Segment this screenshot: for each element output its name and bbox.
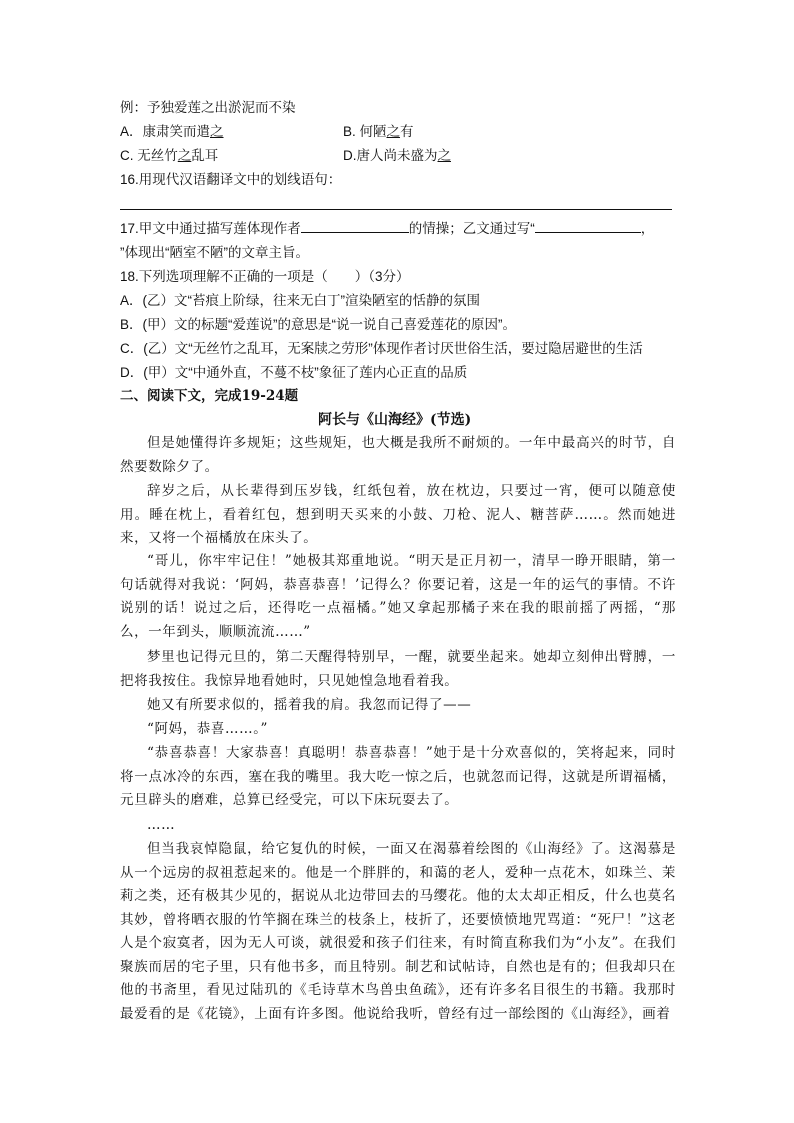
example-text: 予独爱莲之出淤泥而不染 xyxy=(147,100,296,115)
passage-paragraph: 梦里也记得元旦的，第二天醒得特别早，一醒，就要坐起来。她却立刻伸出臂膊，一把将我按住。我惊异地看她时，只见她惶急地看着我。 xyxy=(120,649,676,689)
question-17 xyxy=(120,218,654,239)
option-letter: D. xyxy=(343,148,357,163)
passage-paragraph: 辞岁之后，从长辈得到压岁钱，红纸包着，放在枕边，只要过一宵，便可以随意使用。睡在枕上，看着红包，想到明天买来的小鼓、刀枪、泥人、糖菩萨……。然而她进来，又将一个福橘放在床头了。 xyxy=(120,483,676,546)
q17-blank-1[interactable] xyxy=(301,218,409,233)
answer-line-16[interactable] xyxy=(120,209,672,210)
underlined-char: 之 xyxy=(437,148,451,163)
option-b-18: B．(甲）文的标题“爱莲说”的意思是“说一说自己喜爱莲花的原因”。 xyxy=(120,317,516,332)
passage-paragraph: “哥儿，你牢牢记住！”她极其郑重地说。“明天是正月初一，清早一睁开眼睛，第一句话就得对我说：‘阿妈，恭喜恭喜！’记得么？你要记着，这是一年的运气的事情。不许说别的话！说过之后，还得吃一点福橘。”她又拿起那橘子来在我的眼前摇了两摇，“那么，一年到头，顺顺流流……” xyxy=(120,553,676,640)
example-label: 例： xyxy=(120,100,147,115)
q17-text-b: 的情操；乙文通过写“ xyxy=(408,221,535,236)
passage-paragraph: “恭喜恭喜！大家恭喜！真聪明！恭喜恭喜！”她于是十分欢喜似的，笑将起来，同时将一点冰冷的东西，塞在我的嘴里。我大吃一惊之后，也就忽而记得，这就是所谓福橘，元旦辟头的磨难，总算已经受完，可以下床玩耍去了。 xyxy=(120,745,676,808)
question-18: 18.下列选项理解不正确的一项是（ ）（3分） xyxy=(120,269,410,284)
option-d-18: D．(甲）文“中通外直，不蔓不枝”象征了莲内心正直的品质 xyxy=(120,365,468,380)
option-d-15 xyxy=(343,146,451,166)
option-text: 何陋 xyxy=(359,124,387,139)
option-letter: C. xyxy=(120,148,138,163)
underlined-char: 之 xyxy=(210,124,224,139)
question-16: 16.用现代汉语翻译文中的划线语句： xyxy=(120,172,342,187)
option-letter: A． xyxy=(120,124,143,139)
underlined-char: 之 xyxy=(177,148,192,163)
section-heading: 二、阅读下文，完成19-24题 xyxy=(120,388,299,404)
passage-title: 阿长与《山海经》(节选) xyxy=(318,412,472,428)
option-c-18: C．(乙）文“无丝竹之乱耳，无案牍之劳形”体现作者讨厌世俗生活，要过隐居避世的生活 xyxy=(120,341,643,356)
underlined-char: 之 xyxy=(386,124,401,139)
option-b-15 xyxy=(343,122,414,142)
passage-ellipsis: …… xyxy=(147,817,176,833)
passage-paragraph: 但是她懂得许多规矩；这些规矩，也大概是我所不耐烦的。一年中最高兴的时节，自然要数除夕了。 xyxy=(120,435,676,475)
option-text: 乱耳 xyxy=(191,148,219,163)
option-c-15 xyxy=(120,146,218,166)
passage-paragraph: 她又有所要求似的，摇着我的肩。我忽而记得了—— xyxy=(147,697,472,713)
q17-blank-2[interactable] xyxy=(535,218,641,233)
example-line xyxy=(120,98,296,118)
option-a-18: A．(乙）文“苔痕上阶绿，往来无白丁”渲染陋室的恬静的氛围 xyxy=(120,293,480,308)
passage-paragraph: “阿妈，恭喜……。” xyxy=(147,721,269,737)
passage-paragraph: 但当我哀悼隐鼠，给它复仇的时候，一面又在渴慕着绘图的《山海经》了。这渴慕是从一个远房的叔祖惹起来的。他是一个胖胖的，和蔼的老人，爱种一点花木，如珠兰、茉莉之类，还有极其少见的，据说从北边带回去的马缨花。他的太太却正相反，什么也莫名其妙，曾将晒衣服的竹竿搁在珠兰的枝条上，枝折了，还要愤愤地咒骂道：“死尸！”这老人是个寂寞者，因为无人可谈，就很爱和孩子们往来，有时简直称我们为“小友”。在我们聚族而居的宅子里，只有他书多，而且特别。制艺和试帖诗，自然也是有的；但我却只在他的书斋里，看见过陆玑的《毛诗草木鸟兽虫鱼疏》，还有许多名目很生的书籍。我那时最爱看的是《花镜》，上面有许多图。他说给我听，曾经有过一部绘图的《山海经》，画着 xyxy=(120,841,676,1022)
option-letter: B. xyxy=(343,124,360,139)
option-a-15 xyxy=(120,122,224,142)
option-text: 康肃笑而遣 xyxy=(142,124,211,139)
q17-text-a: 17.甲文中通过描写莲体现作者 xyxy=(120,221,301,236)
option-text: 无丝竹 xyxy=(137,148,178,163)
question-17-cont: ”体现出“陋室不陋”的文章主旨。 xyxy=(120,245,309,260)
q17-text-c: ， xyxy=(640,221,655,236)
option-text: 有 xyxy=(400,124,414,139)
option-text: 唐人尚未盛为 xyxy=(356,148,438,163)
